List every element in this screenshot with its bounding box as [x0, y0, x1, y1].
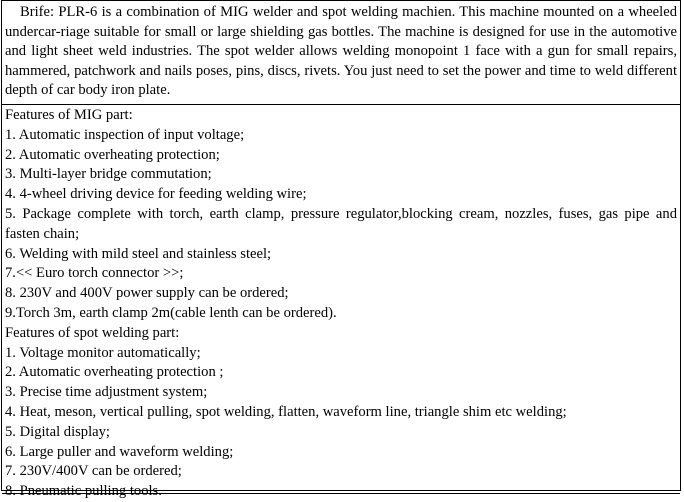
bottom-rule: [2, 493, 680, 494]
mig-feature-item: 7.<< Euro torch connector >>;: [5, 265, 184, 282]
spot-feature-item: 3. Precise time adjustment system;: [5, 384, 208, 401]
spot-feature-item: 7. 230V/400V can be ordered;: [5, 463, 182, 480]
features-cell: [2, 105, 680, 502]
spot-feature-item: 1. Voltage monitor automatically;: [5, 344, 201, 361]
mig-feature-item: 4. 4-wheel driving device for feeding welding wire;: [5, 186, 307, 203]
mig-feature-item: 9.Torch 3m, earth clamp 2m(cable lenth can be ordered).: [5, 304, 337, 321]
brief-paragraph: Brife: PLR-6 is a combination of MIG welder and spot welding machien. This machine mounted on a wheeled undercar-riage suitable for small or large shielding gas bottles. The machine is designed for use in the automotive and light sheet weld industries. The spot welder allows welding monopoint 1 face with a gun for small repairs, hammered, patchwork and nails poses, pins, discs, rivets. You just need to set the power and time to weld different depth of car body iron plate.: [2, 1, 680, 105]
document-table: [1, 0, 681, 500]
mig-features-heading: Features of MIG part:: [5, 107, 133, 123]
mig-feature-item: 3. Multi-layer bridge commutation;: [5, 166, 212, 183]
spot-feature-item: 4. Heat, meson, vertical pulling, spot welding, flatten, waveform line, triangle shim etc welding;: [5, 403, 567, 420]
spot-feature-item: 2. Automatic overheating protection ;: [5, 364, 224, 381]
mig-feature-item: 8. 230V and 400V power supply can be ordered;: [5, 285, 289, 302]
mig-feature-item: 6. Welding with mild steel and stainless steel;: [5, 245, 272, 262]
spot-feature-item: 8. Pneumatic pulling tools.: [5, 483, 162, 500]
spot-features-heading: Features of spot welding part:: [5, 324, 180, 341]
mig-feature-item: 5. Package complete with torch, earth clamp, pressure regulator,blocking cream, nozzles, fuses, gas pipe and fasten chain;: [5, 205, 677, 242]
spot-feature-item: 6. Large puller and waveform welding;: [5, 443, 234, 460]
mig-feature-item: 2. Automatic overheating protection;: [5, 146, 220, 163]
spot-feature-item: 5. Digital display;: [5, 423, 110, 440]
mig-feature-item: 1. Automatic inspection of input voltage;: [5, 126, 245, 143]
